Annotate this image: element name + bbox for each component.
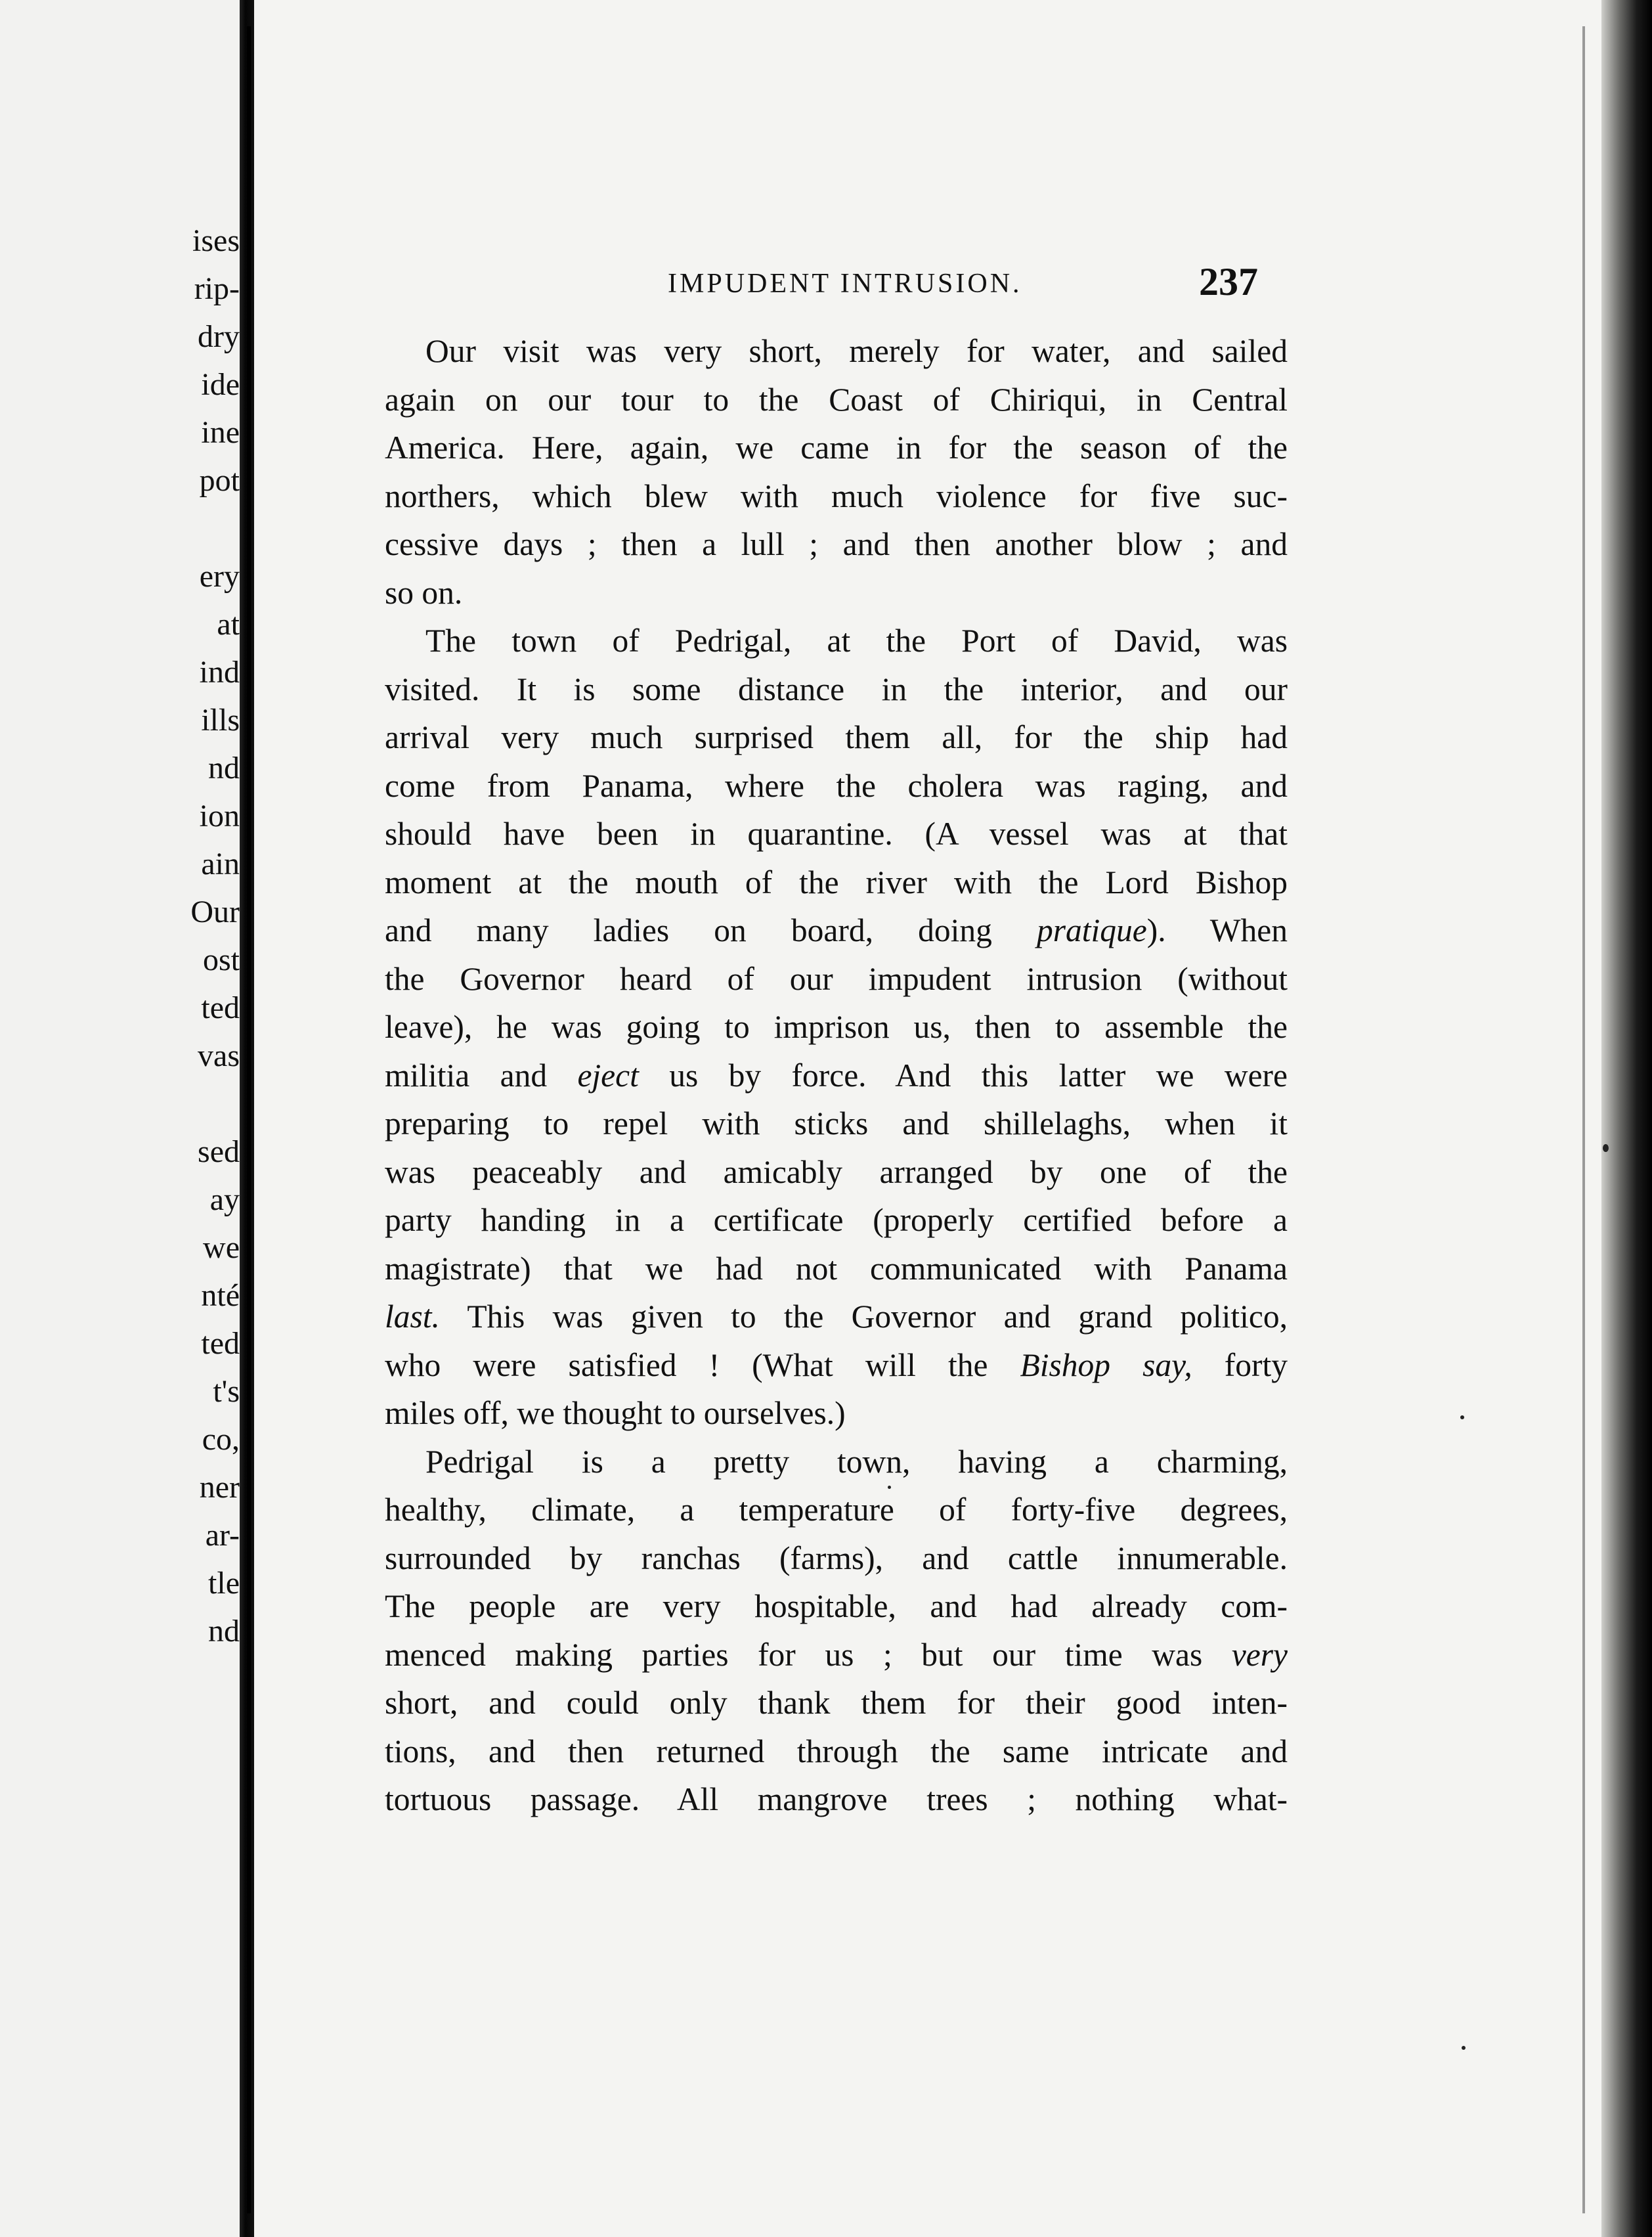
text-run: and many ladies on board, doing: [385, 912, 992, 948]
line-ending: nd: [208, 751, 240, 786]
line-ending: ar-: [205, 1518, 240, 1553]
text-line: Pedrigal is a pretty town, having a charming,: [425, 1443, 1288, 1480]
text-line: again on our tour to the Coast of Chiriqui, in Central: [385, 381, 1288, 418]
line-ending: ind: [199, 655, 240, 690]
line-ending: rip-: [194, 271, 240, 306]
text-run: militia and: [385, 1057, 548, 1094]
line-ending: vas: [198, 1038, 240, 1073]
text-line: short, and could only thank them for their good inten-: [385, 1685, 1288, 1721]
line-ending: pot: [199, 463, 240, 498]
line-ending: ner: [199, 1470, 240, 1505]
text-line: the Governor heard of our impudent intrusion (without: [385, 960, 1288, 997]
text-line: miles off, we thought to ourselves.): [385, 1395, 846, 1431]
text-line: tions, and then returned through the same intricate and: [385, 1733, 1288, 1769]
paragraph: [385, 1438, 1288, 1824]
page-edge-line: [1582, 26, 1585, 2213]
line-ending: co,: [202, 1422, 240, 1457]
scan-speck: [1462, 2046, 1466, 2050]
italic-word: eject: [577, 1057, 639, 1094]
italic-word: very: [1231, 1636, 1288, 1673]
text-line: Our visit was very short, merely for water, and sailed: [425, 333, 1288, 369]
text-line: [385, 906, 1288, 955]
line-ending: sed: [198, 1134, 240, 1169]
line-ending: ost: [202, 942, 240, 977]
text-line: [385, 1052, 1288, 1100]
text-line: northers, which blew with much violence for five suc-: [385, 477, 1288, 514]
paragraph: [385, 327, 1288, 617]
text-line: tortuous passage. All mangrove trees ; nothing what-: [385, 1781, 1288, 1817]
line-ending: ted: [201, 1326, 240, 1361]
scan-speck: [1460, 1415, 1464, 1419]
line-gap: [178, 1080, 240, 1128]
text-run: ). When: [1146, 912, 1288, 948]
line-ending: ain: [201, 847, 240, 881]
text-line: [385, 1293, 1288, 1341]
text-line: leave), he was going to imprison us, then to assemble the: [385, 1009, 1288, 1045]
paragraph: [385, 617, 1288, 1438]
line-ending: dry: [198, 319, 240, 354]
text-line: The town of Pedrigal, at the Port of David, was: [425, 623, 1288, 659]
line-ending: ery: [199, 559, 240, 594]
line-ending: ine: [201, 415, 240, 450]
text-run: menced making parties for us ; but our time was: [385, 1636, 1203, 1673]
text-line: so on.: [385, 574, 463, 611]
text-line: party handing in a certificate (properly certified before a: [385, 1202, 1288, 1238]
text-line: moment at the mouth of the river with the Lord Bishop: [385, 864, 1288, 900]
line-ending: ted: [201, 990, 240, 1025]
text-run: forty: [1224, 1346, 1288, 1383]
previous-page-line-endings: [178, 217, 240, 1655]
line-ending: tle: [208, 1566, 240, 1601]
scan-speck: [888, 1486, 891, 1489]
spine-line: [247, 26, 251, 2213]
italic-word: pratique: [1036, 912, 1147, 948]
body-text: [385, 327, 1288, 1824]
text-run: who were satisfied ! (What will the: [385, 1346, 988, 1383]
text-line: America. Here, again, we came in for the season of the: [385, 430, 1288, 466]
line-ending: at: [217, 607, 240, 642]
line-ending: we: [203, 1230, 240, 1265]
line-ending: ion: [199, 799, 240, 833]
line-ending: ises: [192, 223, 240, 258]
text-line: [385, 1341, 1288, 1390]
text-line: [385, 1631, 1288, 1679]
previous-page-fragment: [0, 0, 240, 2237]
line-ending: ills: [201, 703, 240, 738]
line-ending: ay: [209, 1182, 240, 1217]
text-line: should have been in quarantine. (A vessel was at that: [385, 816, 1288, 852]
text-line: surrounded by ranchas (farms), and cattle innumerable.: [385, 1539, 1288, 1576]
line-ending: t's: [213, 1374, 240, 1409]
text-line: arrival very much surprised them all, for the ship had: [385, 719, 1288, 755]
line-ending: ide: [201, 367, 240, 402]
page-edge-shadow: [1601, 0, 1652, 2237]
italic-word: last.: [385, 1298, 440, 1335]
text-line: The people are very hospitable, and had already com-: [385, 1588, 1288, 1624]
text-line: come from Panama, where the cholera was raging, and: [385, 767, 1288, 804]
italic-word: Bishop say,: [1020, 1346, 1192, 1383]
text-line: preparing to repel with sticks and shillelaghs, when it: [385, 1105, 1288, 1141]
line-ending: Our: [190, 895, 240, 929]
text-run: This was given to the Governor and grand politico,: [467, 1298, 1288, 1335]
line-ending: nté: [201, 1278, 240, 1313]
text-run: us by force. And this latter we were: [669, 1057, 1288, 1094]
text-line: healthy, climate, a temperature of forty-five degrees,: [385, 1492, 1288, 1528]
line-gap: [178, 504, 240, 552]
text-line: visited. It is some distance in the interior, and our: [385, 671, 1288, 707]
text-line: cessive days ; then a lull ; and then another blow ; and: [385, 526, 1288, 562]
text-line: was peaceably and amicably arranged by one of the: [385, 1153, 1288, 1190]
running-head: IMPUDENT INTRUSION.: [668, 269, 1022, 299]
text-line: magistrate) that we had not communicated with Panama: [385, 1250, 1288, 1287]
page-number: 237: [1199, 260, 1258, 303]
line-ending: nd: [208, 1614, 240, 1649]
scan-speck: [1603, 1144, 1609, 1152]
